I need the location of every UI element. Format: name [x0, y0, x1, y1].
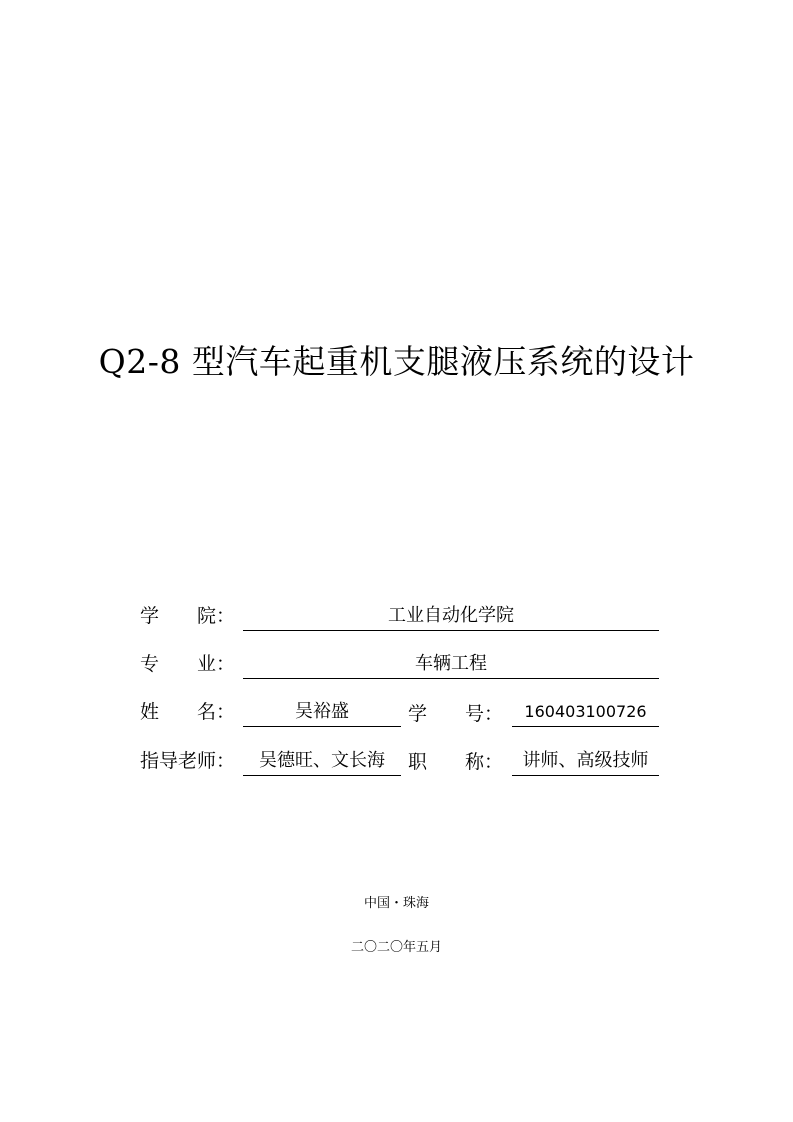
advisor-field: 吴德旺、文长海 — [243, 747, 401, 776]
footer-date: 二〇二〇年五月 — [350, 940, 442, 955]
name-field: 吴裕盛 — [243, 698, 401, 727]
footer-place: 中国・珠海 — [363, 896, 429, 911]
position-field: 讲师、高级技师 — [512, 747, 659, 776]
advisor-label: 指导老师： — [140, 750, 236, 772]
student-id-field: 160403100726 — [512, 698, 659, 727]
name-label: 姓 名： — [140, 701, 236, 723]
student-id-label: 学 号： — [408, 703, 504, 725]
major-field: 车辆工程 — [243, 650, 659, 679]
college-field: 工业自动化学院 — [243, 602, 659, 631]
college-label: 学 院： — [140, 605, 236, 627]
major-label: 专 业： — [140, 653, 236, 675]
position-label: 职 称： — [408, 751, 504, 773]
document-title: Q2-8 型汽车起重机支腿液压系统的设计 — [98, 342, 695, 381]
